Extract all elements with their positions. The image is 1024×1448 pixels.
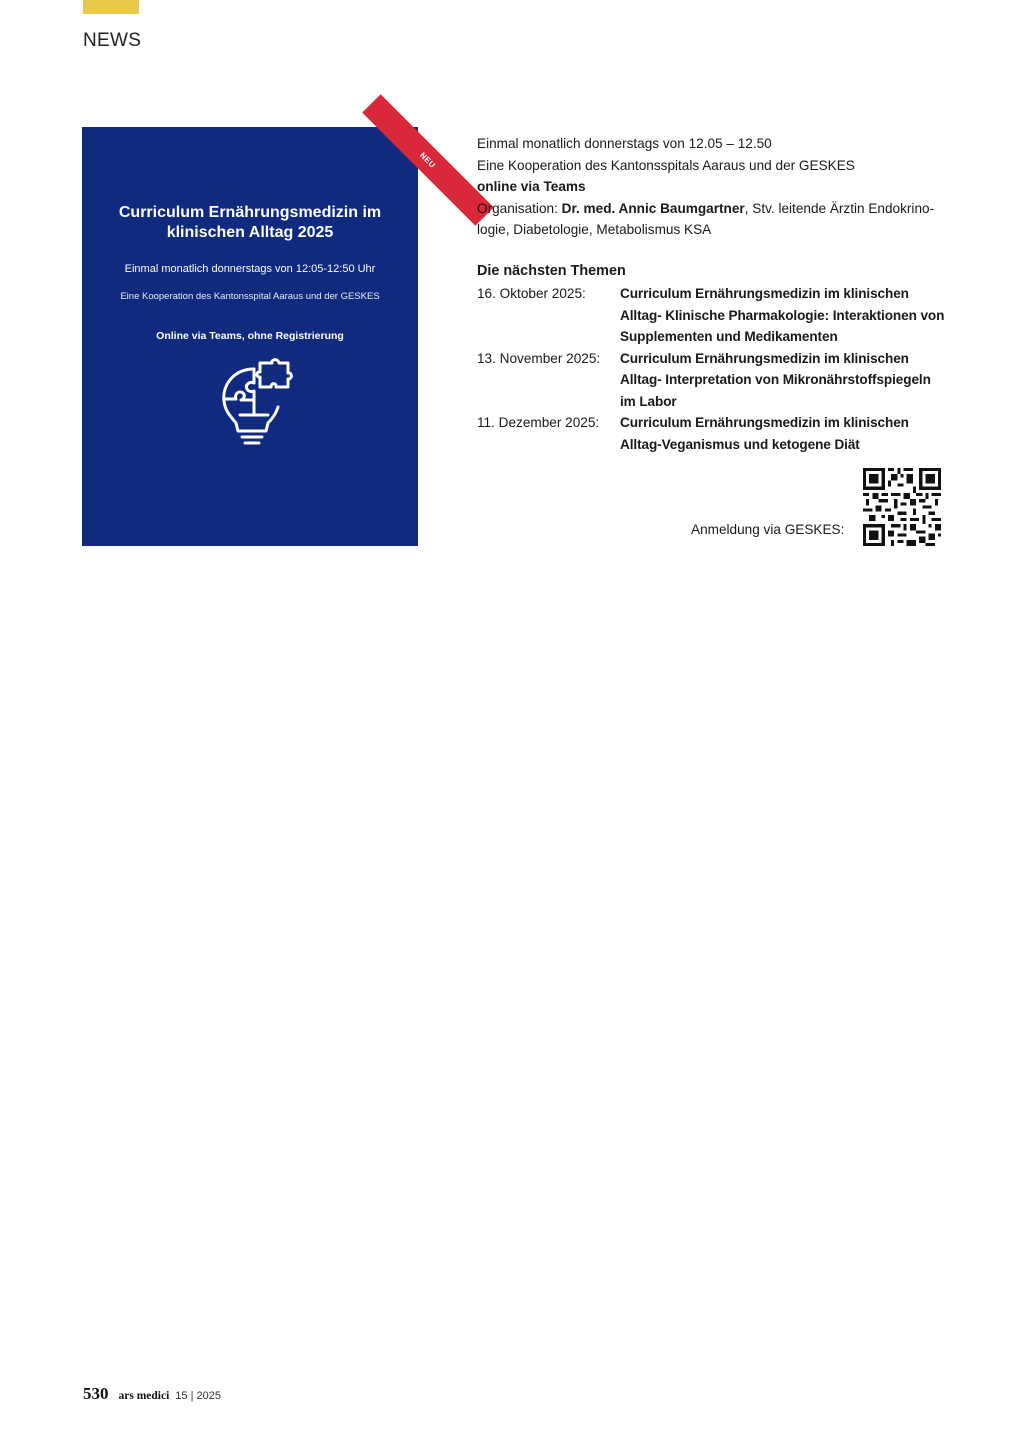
topic-item bbox=[477, 348, 947, 413]
topic-date: 16. Oktober 2025: bbox=[477, 286, 586, 301]
organisation-role: , Stv. leitende Ärztin Endokrinologie, Diabetologie, Metabolismus KSA bbox=[477, 200, 935, 237]
poster-title: Curriculum Ernährungsmedizin im klinischen Alltag 2025 bbox=[118, 204, 382, 241]
puzzle-lightbulb-icon bbox=[216, 359, 296, 449]
event-info bbox=[477, 133, 947, 241]
qr-code-icon[interactable] bbox=[863, 468, 941, 546]
topic-item bbox=[477, 412, 947, 455]
topic-date: 11. Dezember 2025: bbox=[477, 415, 600, 430]
online-text: online via Teams bbox=[477, 179, 586, 194]
organisation-text bbox=[477, 198, 943, 241]
publication-name: ars medici bbox=[118, 1390, 170, 1402]
section-label: NEWS bbox=[83, 30, 142, 51]
event-poster bbox=[82, 127, 438, 546]
schedule-text: Einmal monatlich donnerstags von 12.05 – 12.50 bbox=[477, 136, 772, 151]
topic-title: Curriculum Ernährungsmedizin im klinischen Alltag-Veganismus und ketogene Diät bbox=[620, 415, 909, 452]
new-ribbon: NEU bbox=[362, 94, 494, 226]
topic-date: 13. November 2025: bbox=[477, 350, 601, 366]
page-footer bbox=[83, 1384, 221, 1404]
topic-title: Curriculum Ernährungsmedizin im klinischen Alltag- Interpretation von Mikronährstoffspiegeln im Labor bbox=[620, 350, 931, 409]
poster-cooperation: Eine Kooperation des Kantonsspital Aaraus und der GESKES bbox=[120, 291, 380, 302]
cooperation-text: Eine Kooperation des Kantonsspitals Aaraus und der GESKES bbox=[477, 157, 855, 173]
topics-list bbox=[477, 283, 947, 455]
signup-label: Anmeldung via GESKES: bbox=[691, 522, 845, 537]
section-accent-bar bbox=[83, 0, 139, 14]
poster-online: Online via Teams, ohne Registrierung bbox=[156, 330, 344, 342]
organisation-prefix: Organisation: bbox=[477, 200, 562, 216]
topic-item bbox=[477, 283, 947, 348]
issue-number: 15 | 2025 bbox=[175, 1390, 221, 1402]
organisation-name: Dr. med. Annic Baumgartner bbox=[561, 200, 745, 216]
page-number: 530 bbox=[83, 1384, 109, 1403]
topic-title: Curriculum Ernährungsmedizin im klinischen Alltag- Klinische Pharmakologie: Interaktionen von Supplementen und Medikamenten bbox=[620, 286, 945, 344]
themes-heading: Die nächsten Themen bbox=[477, 263, 626, 279]
poster-time: Einmal monatlich donnerstags von 12:05-12:50 Uhr bbox=[124, 263, 376, 275]
